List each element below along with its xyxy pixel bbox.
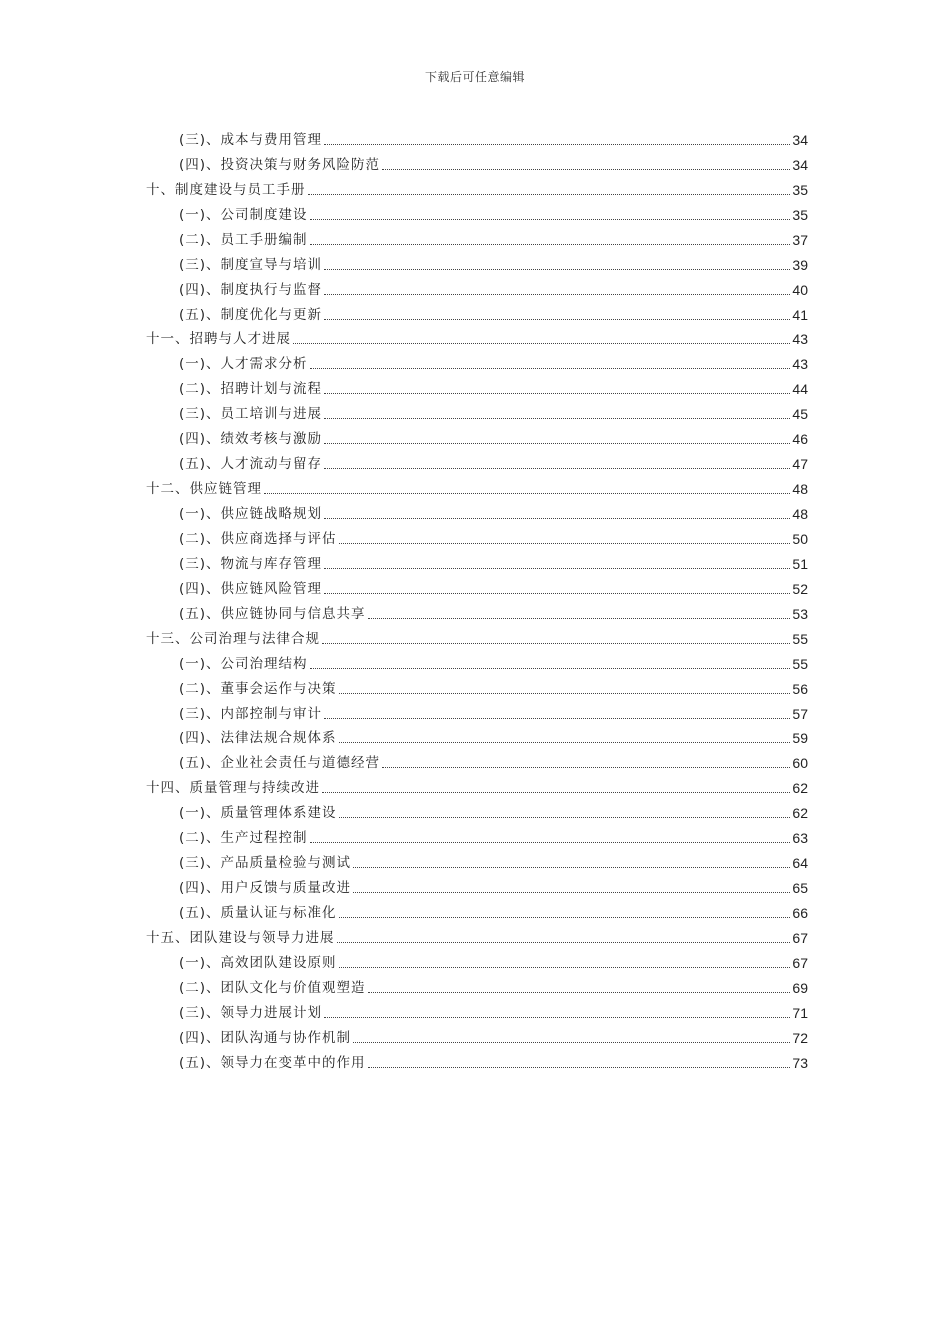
toc-entry-title: (一)、人才需求分析 — [179, 356, 308, 373]
toc-dot-leader — [368, 618, 791, 619]
toc-section-entry[interactable] — [146, 973, 808, 998]
toc-dot-leader — [339, 817, 791, 818]
toc-entry-title: (五)、领导力在变革中的作用 — [179, 1054, 366, 1071]
toc-section-entry[interactable] — [146, 549, 808, 574]
toc-dot-leader — [353, 1042, 790, 1043]
toc-dot-leader — [322, 792, 790, 793]
toc-entry-title: (五)、质量认证与标准化 — [179, 905, 337, 921]
toc-entry-title: (二)、供应商选择与评估 — [179, 530, 337, 547]
toc-page-number: 59 — [792, 730, 808, 747]
toc-entry-title: (四)、供应链风险管理 — [179, 580, 323, 597]
toc-page-number: 53 — [792, 605, 808, 622]
toc-dot-leader — [324, 294, 790, 295]
toc-entry-title: (五)、供应链协同与信息共享 — [179, 605, 366, 622]
toc-section-entry[interactable] — [146, 798, 808, 823]
toc-entry-title: (五)、制度优化与更新 — [179, 306, 323, 323]
toc-entry-title: (三)、制度宣导与培训 — [179, 256, 323, 273]
toc-dot-leader — [293, 343, 790, 344]
toc-page-number: 71 — [792, 1004, 808, 1021]
toc-page-number: 55 — [792, 655, 808, 672]
toc-section-entry[interactable] — [146, 674, 808, 699]
toc-section-entry[interactable] — [146, 724, 808, 749]
toc-section-entry[interactable] — [146, 250, 808, 275]
toc-dot-leader — [382, 767, 790, 768]
toc-section-entry[interactable] — [146, 599, 808, 624]
toc-chapter-entry[interactable] — [146, 773, 808, 798]
toc-dot-leader — [339, 742, 791, 743]
toc-dot-leader — [368, 992, 791, 993]
toc-section-entry[interactable] — [146, 300, 808, 325]
toc-dot-leader — [324, 418, 790, 419]
toc-section-entry[interactable] — [146, 1023, 808, 1048]
toc-entry-title: 十三、公司治理与法律合规 — [146, 630, 320, 647]
toc-page-number: 43 — [792, 356, 808, 373]
toc-section-entry[interactable] — [146, 424, 808, 449]
toc-dot-leader — [308, 194, 791, 195]
toc-dot-leader — [353, 867, 790, 868]
toc-dot-leader — [368, 1067, 791, 1068]
toc-page-number: 50 — [792, 530, 808, 547]
toc-dot-leader — [324, 518, 790, 519]
toc-entry-title: (四)、法律法规合规体系 — [179, 730, 337, 747]
toc-page-number: 65 — [792, 880, 808, 897]
toc-dot-leader — [324, 718, 790, 719]
toc-dot-leader — [324, 269, 790, 270]
toc-page-number: 64 — [792, 855, 808, 872]
toc-page-number: 52 — [792, 580, 808, 597]
toc-page-number: 67 — [792, 929, 808, 946]
toc-dot-leader — [310, 219, 791, 220]
toc-entry-title: (一)、供应链战略规划 — [179, 506, 323, 522]
toc-section-entry[interactable] — [146, 873, 808, 898]
toc-dot-leader — [310, 244, 791, 245]
toc-page-number: 57 — [792, 705, 808, 722]
toc-page-number: 47 — [792, 456, 808, 473]
toc-entry-title: (四)、用户反馈与质量改进 — [179, 880, 352, 897]
toc-page-number: 43 — [792, 331, 808, 348]
toc-entry-title: (二)、董事会运作与决策 — [179, 680, 337, 697]
toc-page-number: 69 — [792, 979, 808, 996]
toc-page-number: 67 — [792, 954, 808, 971]
toc-page-number: 62 — [792, 780, 808, 797]
toc-dot-leader — [382, 169, 790, 170]
toc-entry-title: (四)、绩效考核与激励 — [179, 431, 323, 448]
toc-section-entry[interactable] — [146, 225, 808, 250]
toc-chapter-entry[interactable] — [146, 474, 808, 499]
toc-chapter-entry[interactable] — [146, 175, 808, 200]
toc-section-entry[interactable] — [146, 574, 808, 599]
toc-section-entry[interactable] — [146, 499, 808, 524]
toc-section-entry[interactable] — [146, 200, 808, 225]
toc-dot-leader — [310, 368, 791, 369]
toc-dot-leader — [324, 319, 790, 320]
toc-dot-leader — [324, 393, 790, 394]
toc-chapter-entry[interactable] — [146, 923, 808, 948]
toc-page-number: 35 — [792, 206, 808, 223]
toc-section-entry[interactable] — [146, 948, 808, 973]
toc-section-entry[interactable] — [146, 374, 808, 399]
toc-section-entry[interactable] — [146, 823, 808, 848]
toc-entry-title: (三)、成本与费用管理 — [179, 131, 323, 148]
toc-page-number: 55 — [792, 630, 808, 647]
toc-section-entry[interactable] — [146, 998, 808, 1023]
toc-section-entry[interactable] — [146, 125, 808, 150]
toc-page-number: 34 — [792, 156, 808, 173]
toc-entry-title: (三)、物流与库存管理 — [179, 555, 323, 572]
toc-section-entry[interactable] — [146, 275, 808, 300]
toc-entry-title: (一)、质量管理体系建设 — [179, 805, 337, 822]
toc-page-number: 39 — [792, 256, 808, 273]
toc-entry-title: 十、制度建设与员工手册 — [146, 181, 306, 198]
toc-page-number: 62 — [792, 805, 808, 822]
toc-section-entry[interactable] — [146, 898, 808, 923]
toc-page-number: 66 — [792, 905, 808, 921]
toc-entry-title: (五)、企业社会责任与道德经营 — [179, 755, 381, 772]
toc-section-entry[interactable] — [146, 150, 808, 175]
toc-page-number: 48 — [792, 506, 808, 522]
toc-dot-leader — [324, 443, 790, 444]
toc-dot-leader — [264, 493, 790, 494]
toc-section-entry[interactable] — [146, 649, 808, 674]
toc-page-number: 56 — [792, 680, 808, 697]
toc-entry-title: (五)、人才流动与留存 — [179, 456, 323, 473]
toc-entry-title: 十四、质量管理与持续改进 — [146, 780, 320, 797]
toc-entry-title: 十二、供应链管理 — [146, 481, 262, 498]
toc-entry-title: (一)、公司治理结构 — [179, 655, 308, 672]
toc-page-number: 72 — [792, 1029, 808, 1046]
toc-section-entry[interactable] — [146, 349, 808, 374]
toc-page-number: 35 — [792, 181, 808, 198]
toc-page-number: 46 — [792, 431, 808, 448]
toc-page-number: 48 — [792, 481, 808, 498]
toc-entry-title: (三)、员工培训与进展 — [179, 406, 323, 423]
toc-dot-leader — [324, 1017, 790, 1018]
toc-section-entry[interactable] — [146, 524, 808, 549]
table-of-contents — [146, 125, 808, 1073]
toc-entry-title: 十一、招聘与人才进展 — [146, 331, 291, 348]
toc-entry-title: (三)、内部控制与审计 — [179, 705, 323, 722]
page-header: 下载后可任意编辑 — [424, 70, 525, 84]
toc-entry-title: (二)、团队文化与价值观塑造 — [179, 979, 366, 996]
toc-chapter-entry[interactable] — [146, 624, 808, 649]
toc-chapter-entry[interactable] — [146, 325, 808, 350]
toc-dot-leader — [310, 842, 791, 843]
toc-section-entry[interactable] — [146, 1048, 808, 1073]
toc-dot-leader — [339, 693, 791, 694]
toc-entry-title: (一)、高效团队建设原则 — [179, 954, 337, 971]
toc-dot-leader — [324, 468, 790, 469]
toc-page-number: 40 — [792, 281, 808, 298]
toc-page-number: 60 — [792, 755, 808, 772]
toc-page-number: 73 — [792, 1054, 808, 1071]
toc-section-entry[interactable] — [146, 399, 808, 424]
toc-page-number: 45 — [792, 406, 808, 423]
toc-entry-title: (一)、公司制度建设 — [179, 206, 308, 223]
toc-section-entry[interactable] — [146, 848, 808, 873]
toc-page-number: 41 — [792, 306, 808, 323]
toc-section-entry[interactable] — [146, 449, 808, 474]
toc-section-entry[interactable] — [146, 699, 808, 724]
toc-page-number: 51 — [792, 555, 808, 572]
toc-dot-leader — [339, 543, 791, 544]
toc-page-number: 34 — [792, 131, 808, 148]
toc-entry-title: (四)、投资决策与财务风险防范 — [179, 156, 381, 173]
toc-dot-leader — [337, 942, 791, 943]
toc-dot-leader — [310, 668, 791, 669]
toc-dot-leader — [339, 967, 791, 968]
toc-entry-title: (二)、员工手册编制 — [179, 231, 308, 248]
toc-entry-title: (四)、团队沟通与协作机制 — [179, 1029, 352, 1046]
toc-dot-leader — [324, 568, 790, 569]
toc-entry-title: (三)、产品质量检验与测试 — [179, 855, 352, 872]
toc-dot-leader — [353, 892, 790, 893]
toc-dot-leader — [324, 593, 790, 594]
toc-dot-leader — [339, 917, 791, 918]
toc-entry-title: (四)、制度执行与监督 — [179, 281, 323, 298]
toc-entry-title: 十五、团队建设与领导力进展 — [146, 929, 335, 946]
toc-entry-title: (三)、领导力进展计划 — [179, 1004, 323, 1021]
toc-page-number: 37 — [792, 231, 808, 248]
toc-section-entry[interactable] — [146, 748, 808, 773]
toc-page-number: 44 — [792, 381, 808, 398]
toc-entry-title: (二)、招聘计划与流程 — [179, 381, 323, 398]
toc-dot-leader — [324, 144, 790, 145]
toc-page-number: 63 — [792, 830, 808, 847]
toc-dot-leader — [322, 643, 790, 644]
toc-entry-title: (二)、生产过程控制 — [179, 830, 308, 847]
